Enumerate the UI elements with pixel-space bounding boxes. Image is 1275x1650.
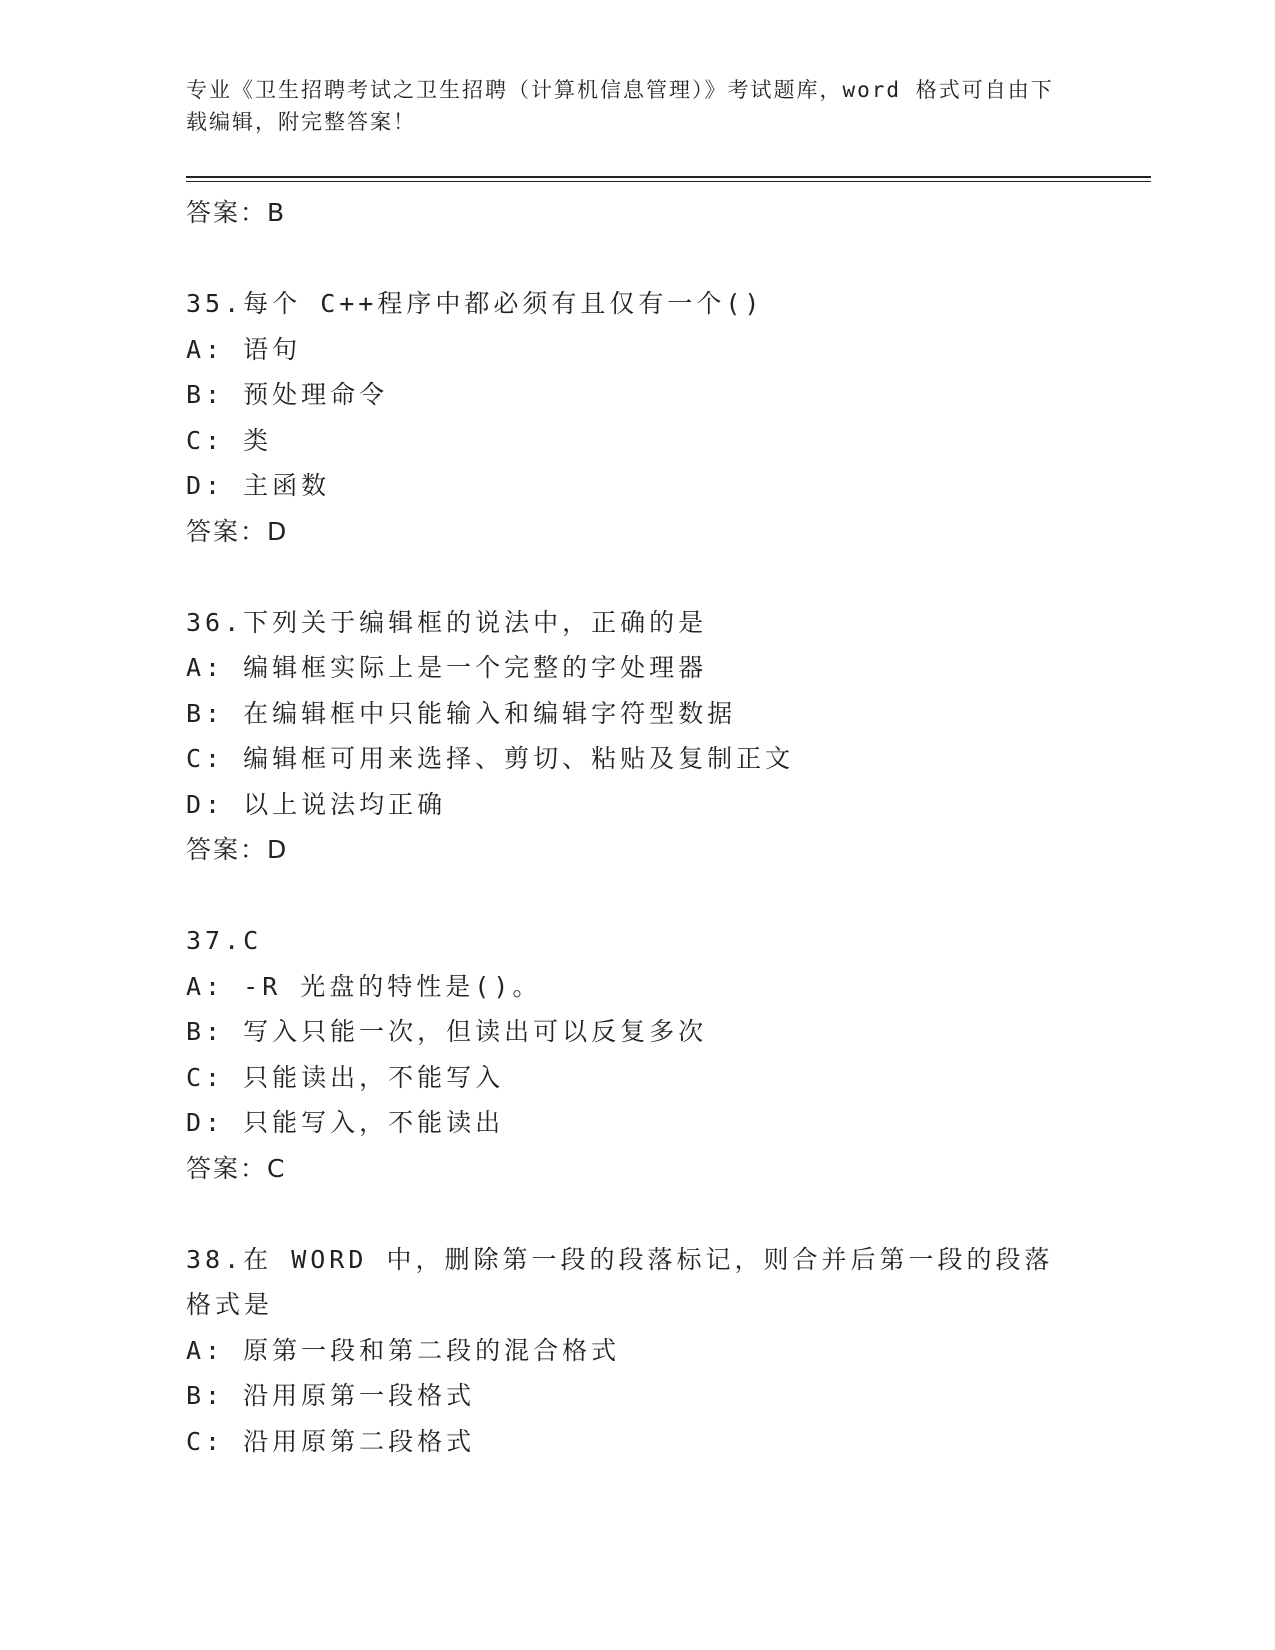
option-a: A: 原第一段和第二段的混合格式 (186, 1335, 621, 1365)
option-a: A: 语句 (186, 334, 302, 364)
header-divider-thin (186, 181, 1151, 182)
question-stem: 36.下列关于编辑框的说法中，正确的是 (186, 607, 708, 637)
question-stem: 35.每个 C++程序中都必须有且仅有一个() (186, 289, 764, 318)
answer-line: 答案：B (186, 198, 287, 227)
answer-line: 答案：D (186, 835, 289, 864)
option-a: A: 编辑框实际上是一个完整的字处理器 (186, 653, 708, 682)
option-d: D: 只能写入，不能读出 (186, 1108, 505, 1137)
option-c: C: 编辑框可用来选择、剪切、粘贴及复制正文 (186, 744, 795, 773)
option-d: D: 以上说法均正确 (186, 789, 447, 819)
option-c: C: 类 (186, 425, 273, 455)
option-c: C: 只能读出，不能写入 (186, 1062, 505, 1092)
option-d: D: 主函数 (186, 471, 331, 500)
option-b: B: 在编辑框中只能输入和编辑字符型数据 (186, 698, 737, 728)
answer-line: 答案：C (186, 1153, 287, 1183)
option-b: B: 写入只能一次，但读出可以反复多次 (186, 1017, 708, 1046)
question-stem: 38.在 WORD 中，删除第一段的段落标记，则合并后第一段的段落格式是 (186, 1244, 1054, 1319)
page-header: 专业《卫生招聘考试之卫生招聘（计算机信息管理）》考试题库，word 格式可自由下载编辑，附完整答案！ (186, 78, 1054, 134)
option-b: B: 预处理命令 (186, 380, 389, 409)
answer-line: 答案：D (186, 516, 289, 546)
question-stem: 37.C (186, 926, 263, 955)
question-block (186, 600, 1066, 873)
question-block (186, 1237, 1066, 1465)
option-b: B: 沿用原第一段格式 (186, 1381, 476, 1410)
option-a: A: -R 光盘的特性是()。 (186, 971, 542, 1001)
option-c: C: 沿用原第二段格式 (186, 1426, 476, 1456)
question-list (186, 190, 1066, 1464)
question-block (186, 281, 1066, 554)
question-block (186, 918, 1066, 1191)
header-divider (186, 176, 1151, 178)
